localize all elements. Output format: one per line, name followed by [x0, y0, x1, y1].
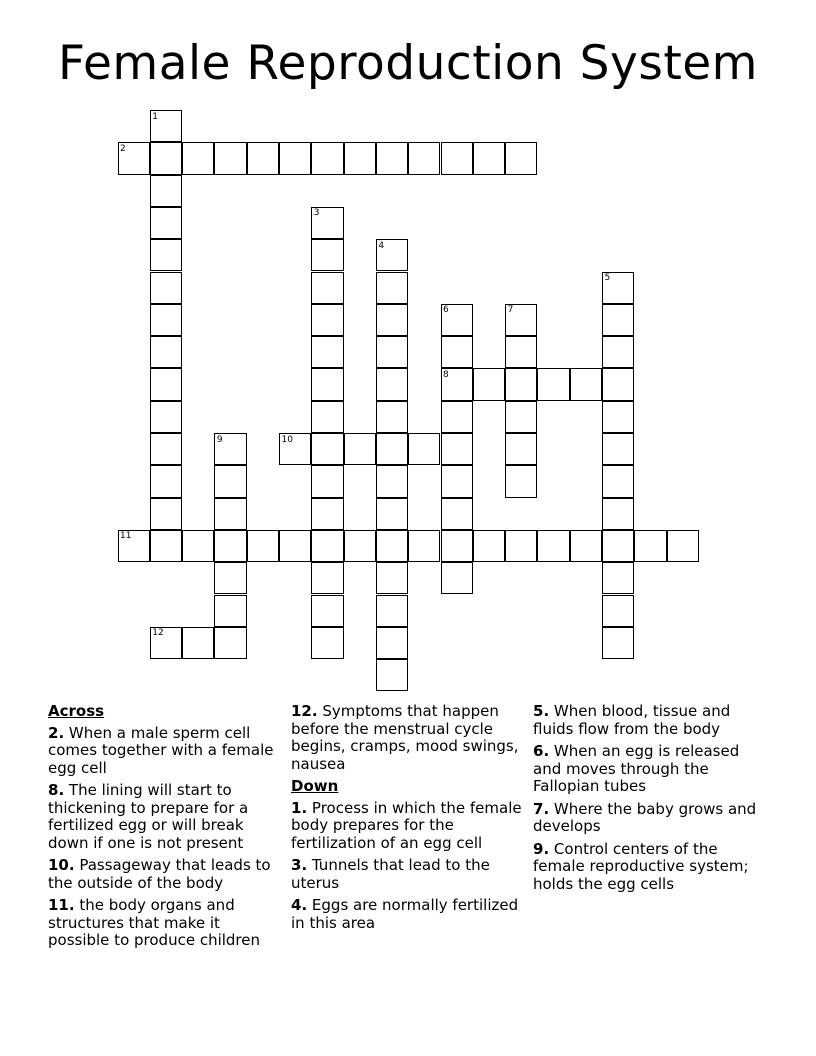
- grid-cell[interactable]: [344, 433, 376, 465]
- grid-cell[interactable]: [311, 368, 343, 400]
- grid-cell[interactable]: [441, 401, 473, 433]
- grid-cell[interactable]: [667, 530, 699, 562]
- grid-cell[interactable]: [311, 465, 343, 497]
- clue-column-2: [291, 703, 526, 937]
- grid-cell[interactable]: [311, 433, 343, 465]
- grid-cell[interactable]: [279, 530, 311, 562]
- grid-cell[interactable]: [376, 401, 408, 433]
- clue-down-9: 9. Control centers of the female reproductive system; holds the egg cells: [533, 839, 749, 893]
- grid-cell[interactable]: [376, 272, 408, 304]
- grid-cell[interactable]: [505, 368, 537, 400]
- clue-number: 4: [378, 240, 385, 251]
- grid-cell[interactable]: [150, 175, 182, 207]
- grid-cell[interactable]: [376, 336, 408, 368]
- grid-cell[interactable]: [247, 142, 279, 174]
- grid-cell[interactable]: [602, 304, 634, 336]
- grid-cell[interactable]: [214, 142, 246, 174]
- clue-down-3: 3. Tunnels that lead to the uterus: [291, 856, 490, 892]
- grid-cell[interactable]: [441, 465, 473, 497]
- grid-cell[interactable]: [150, 498, 182, 530]
- grid-cell[interactable]: [376, 659, 408, 691]
- clue-down-4: 4. Eggs are normally fertilized in this area: [291, 896, 519, 932]
- grid-cell[interactable]: [311, 401, 343, 433]
- grid-cell[interactable]: [150, 465, 182, 497]
- grid-cell[interactable]: [602, 627, 634, 659]
- clue-number: 3: [313, 208, 320, 219]
- grid-cell[interactable]: [214, 465, 246, 497]
- grid-cell[interactable]: [376, 595, 408, 627]
- grid-cell[interactable]: [505, 401, 537, 433]
- clue-column-3: [533, 703, 768, 898]
- clue-column-1: [48, 703, 283, 955]
- grid-cell[interactable]: [408, 433, 440, 465]
- grid-cell[interactable]: [473, 142, 505, 174]
- grid-cell[interactable]: [602, 368, 634, 400]
- grid-cell[interactable]: [634, 530, 666, 562]
- clue-number: 2: [120, 143, 126, 154]
- grid-cell[interactable]: [441, 530, 473, 562]
- clue-across-2: 2. When a male sperm cell comes together with a female egg cell: [48, 723, 274, 777]
- grid-cell[interactable]: [150, 401, 182, 433]
- grid-cell[interactable]: [376, 465, 408, 497]
- grid-cell[interactable]: [182, 142, 214, 174]
- grid-cell[interactable]: [602, 530, 634, 562]
- grid-cell[interactable]: [214, 595, 246, 627]
- grid-cell[interactable]: [408, 142, 440, 174]
- grid-cell[interactable]: [602, 336, 634, 368]
- clue-across-11: 11. the body organs and structures that make it possible to produce children: [48, 896, 260, 949]
- grid-cell[interactable]: [376, 433, 408, 465]
- clue-down-7: 7. Where the baby grows and develops: [533, 799, 757, 835]
- grid-cell[interactable]: [311, 562, 343, 594]
- grid-cell[interactable]: [441, 562, 473, 594]
- clue-down-5: 5. When blood, tissue and fluids flow from the body: [533, 702, 731, 738]
- grid-cell[interactable]: [150, 530, 182, 562]
- grid-cell[interactable]: [441, 498, 473, 530]
- grid-cell[interactable]: [182, 627, 214, 659]
- grid-cell[interactable]: [505, 142, 537, 174]
- clue-down-6: 6. When an egg is released and moves through the Fallopian tubes: [533, 742, 740, 795]
- grid-cell[interactable]: [376, 530, 408, 562]
- grid-cell[interactable]: [344, 530, 376, 562]
- grid-cell[interactable]: [214, 498, 246, 530]
- clue-number: 10: [281, 434, 293, 445]
- grid-cell[interactable]: [537, 530, 569, 562]
- grid-cell[interactable]: [214, 627, 246, 659]
- grid-cell[interactable]: [214, 530, 246, 562]
- grid-cell[interactable]: [602, 498, 634, 530]
- grid-cell[interactable]: [376, 562, 408, 594]
- grid-cell[interactable]: [150, 239, 182, 271]
- grid-cell[interactable]: [376, 304, 408, 336]
- grid-cell[interactable]: [279, 142, 311, 174]
- down-heading: Down: [291, 777, 339, 795]
- clue-down-1: 1. Process in which the female body prepares for the fertilization of an egg cell: [291, 798, 522, 852]
- grid-cell[interactable]: [311, 627, 343, 659]
- grid-cell[interactable]: [150, 142, 182, 174]
- grid-cell[interactable]: [376, 368, 408, 400]
- grid-cell[interactable]: [441, 142, 473, 174]
- grid-cell[interactable]: [214, 562, 246, 594]
- grid-cell[interactable]: [376, 142, 408, 174]
- grid-cell[interactable]: [376, 498, 408, 530]
- grid-cell[interactable]: [537, 368, 569, 400]
- grid-cell[interactable]: [311, 304, 343, 336]
- grid-cell[interactable]: [441, 336, 473, 368]
- grid-cell[interactable]: [150, 304, 182, 336]
- grid-cell[interactable]: [311, 530, 343, 562]
- grid-cell[interactable]: [505, 336, 537, 368]
- grid-cell[interactable]: [150, 272, 182, 304]
- grid-cell[interactable]: [150, 336, 182, 368]
- clue-number: 11: [120, 531, 132, 542]
- grid-cell[interactable]: [376, 627, 408, 659]
- grid-cell[interactable]: [441, 433, 473, 465]
- grid-cell[interactable]: [182, 530, 214, 562]
- grid-cell[interactable]: [311, 239, 343, 271]
- grid-cell[interactable]: [311, 595, 343, 627]
- grid-cell[interactable]: [150, 433, 182, 465]
- clue-number: 1: [152, 111, 159, 122]
- clue-number: 8: [443, 369, 449, 380]
- clue-across-8: 8. The lining will start to thickening to prepare for a fertilized egg or will break down if one is not present: [48, 781, 249, 852]
- grid-cell[interactable]: [150, 368, 182, 400]
- across-heading: Across: [48, 702, 105, 720]
- grid-cell[interactable]: [344, 142, 376, 174]
- clue-number: 12: [152, 628, 164, 639]
- grid-cell[interactable]: [602, 401, 634, 433]
- grid-cell[interactable]: [473, 368, 505, 400]
- grid-cell[interactable]: [247, 530, 279, 562]
- clue-across-12: 12. Symptoms that happen before the menstrual cycle begins, cramps, mood swings, nausea: [291, 702, 519, 773]
- clue-number: 7: [507, 305, 514, 316]
- clue-number: 5: [604, 273, 611, 283]
- grid-cell[interactable]: [311, 336, 343, 368]
- clue-across-10: 10. Passageway that leads to the outside of the body: [48, 856, 271, 892]
- grid-cell[interactable]: [602, 465, 634, 497]
- grid-cell[interactable]: [473, 530, 505, 562]
- grid-cell[interactable]: [311, 498, 343, 530]
- grid-cell[interactable]: [505, 530, 537, 562]
- grid-cell[interactable]: [311, 272, 343, 304]
- clue-number: 9: [216, 434, 223, 445]
- clue-number: 6: [443, 305, 449, 316]
- grid-cell[interactable]: [150, 207, 182, 239]
- grid-cell[interactable]: [311, 142, 343, 174]
- puzzle-title: Female Reproduction System: [58, 36, 758, 91]
- grid-cell[interactable]: [570, 368, 602, 400]
- grid-cell[interactable]: [602, 562, 634, 594]
- grid-cell[interactable]: [570, 530, 602, 562]
- grid-cell[interactable]: [505, 465, 537, 497]
- grid-cell[interactable]: [505, 433, 537, 465]
- grid-cell[interactable]: [408, 530, 440, 562]
- grid-cell[interactable]: [602, 433, 634, 465]
- grid-cell[interactable]: [602, 595, 634, 627]
